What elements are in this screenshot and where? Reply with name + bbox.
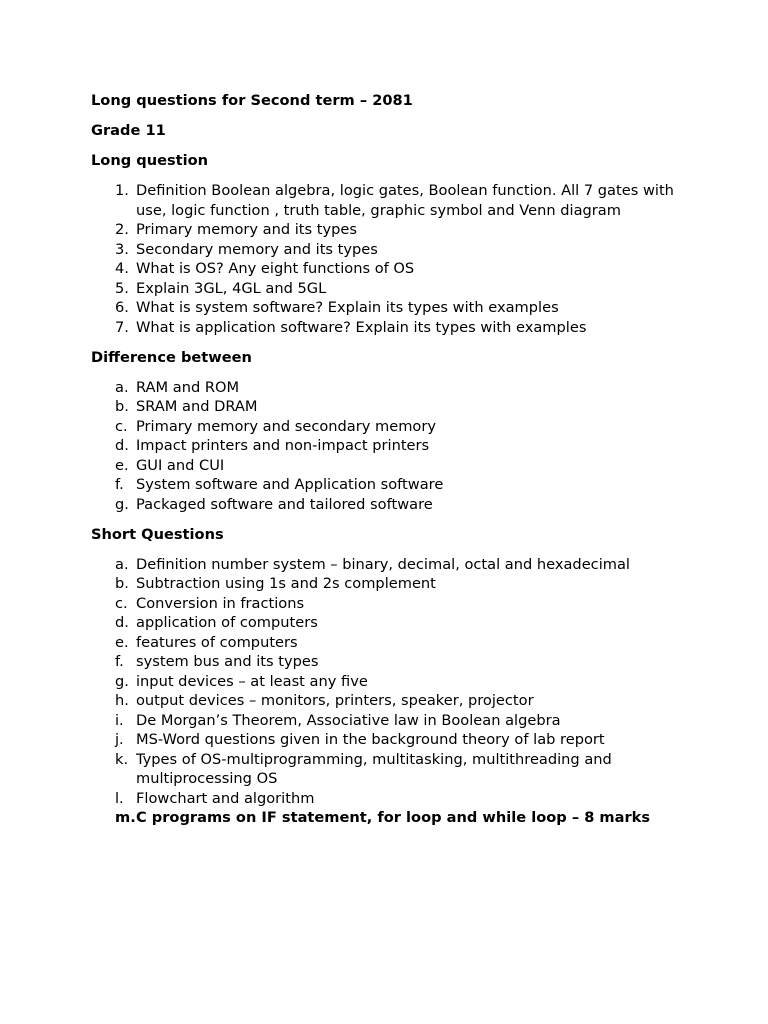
list-item-text: Primary memory and secondary memory [136, 417, 436, 435]
long-question-heading: Long question [91, 152, 209, 169]
list-marker: j. [115, 731, 124, 748]
list-item [91, 711, 691, 731]
grade-label: Grade 11 [91, 122, 166, 139]
list-item [91, 259, 691, 279]
list-marker: 2. [115, 221, 129, 238]
list-item-text: RAM and ROM [136, 378, 240, 396]
list-item-text: GUI and CUI [136, 456, 225, 474]
list-item [91, 730, 691, 750]
list-marker: 4. [115, 260, 129, 277]
list-item-text: application of computers [136, 614, 318, 631]
list-item-text: What is OS? Any eight functions of OS [136, 260, 415, 277]
list-item [91, 672, 691, 692]
list-item-text: Impact printers and non-impact printers [136, 437, 430, 454]
list-marker: m. [115, 809, 136, 826]
list-marker: 7. [115, 318, 129, 336]
list-marker: b. [115, 575, 129, 592]
list-item [91, 691, 691, 711]
list-marker: f. [115, 476, 124, 493]
list-item-text: Secondary memory and its types [136, 240, 378, 258]
list-item [91, 633, 691, 653]
difference-list [91, 378, 691, 515]
list-item-text: Definition Boolean algebra, logic gates, Boolean function. All 7 gates with use, logic function , truth table, graphic symbol and Venn diagram [136, 182, 674, 219]
list-item-text: output devices – monitors, printers, speaker, projector [136, 692, 534, 709]
list-marker: c. [115, 594, 128, 612]
list-item-text: Conversion in fractions [136, 594, 305, 612]
list-marker: c. [115, 417, 128, 435]
list-item-text: C programs on IF statement, for loop and while loop – 8 marks [136, 809, 651, 826]
list-item [91, 750, 691, 789]
list-item [91, 417, 691, 437]
list-item [91, 240, 691, 260]
list-item [91, 652, 691, 672]
list-marker: 3. [115, 240, 129, 258]
list-item [91, 318, 691, 338]
list-item [91, 220, 691, 240]
list-item-text: What is system software? Explain its types with examples [136, 299, 559, 316]
list-item-text: What is application software? Explain its types with examples [136, 318, 587, 336]
list-item [91, 378, 691, 398]
list-item-text: De Morgan’s Theorem, Associative law in Boolean algebra [136, 711, 561, 729]
list-marker: e. [115, 456, 129, 474]
list-marker: l. [115, 789, 124, 807]
list-item [91, 456, 691, 476]
list-marker: i. [115, 711, 124, 729]
list-item-text: Definition number system – binary, decimal, octal and hexadecimal [136, 555, 630, 573]
list-item [91, 613, 691, 633]
list-item-text: SRAM and DRAM [136, 398, 258, 415]
list-item-text: features of computers [136, 633, 298, 651]
list-marker: e. [115, 633, 129, 651]
list-marker: d. [115, 437, 129, 454]
list-item [91, 495, 691, 515]
list-item-text: system bus and its types [136, 653, 319, 670]
list-marker: g. [115, 495, 129, 513]
list-item [91, 397, 691, 417]
list-marker: 5. [115, 279, 129, 297]
list-item-text: input devices – at least any five [136, 672, 368, 690]
list-item [91, 298, 691, 318]
list-item [91, 574, 691, 594]
list-item [91, 181, 691, 220]
document-title: Long questions for Second term – 2081 [91, 92, 413, 109]
list-marker: f. [115, 653, 124, 670]
list-item-text: Primary memory and its types [136, 221, 357, 238]
list-item-text: MS-Word questions given in the background theory of lab report [136, 731, 605, 748]
document-page [91, 91, 691, 838]
list-item [91, 279, 691, 299]
list-marker: g. [115, 672, 129, 690]
list-marker: d. [115, 614, 129, 631]
list-item [91, 594, 691, 614]
short-questions-heading: Short Questions [91, 525, 224, 543]
short-questions-list [91, 555, 691, 828]
list-item [91, 808, 691, 828]
list-marker: 6. [115, 299, 129, 316]
list-item [91, 475, 691, 495]
list-item-text: Flowchart and algorithm [136, 789, 315, 807]
list-item [91, 555, 691, 575]
list-marker: k. [115, 750, 129, 768]
long-question-list [91, 181, 691, 337]
list-item-text: System software and Application software [136, 476, 444, 493]
list-marker: 1. [115, 182, 129, 199]
list-marker: a. [115, 378, 129, 396]
difference-heading: Difference between [91, 348, 252, 366]
list-marker: b. [115, 398, 129, 415]
list-item-text: Packaged software and tailored software [136, 495, 433, 513]
list-item [91, 436, 691, 456]
list-item-text: Subtraction using 1s and 2s complement [136, 575, 436, 592]
list-marker: a. [115, 555, 129, 573]
list-item-text: Explain 3GL, 4GL and 5GL [136, 279, 327, 297]
list-item [91, 789, 691, 809]
list-marker: h. [115, 692, 129, 709]
list-item-text: Types of OS-multiprogramming, multitasking, multithreading and multiprocessing OS [136, 750, 612, 787]
